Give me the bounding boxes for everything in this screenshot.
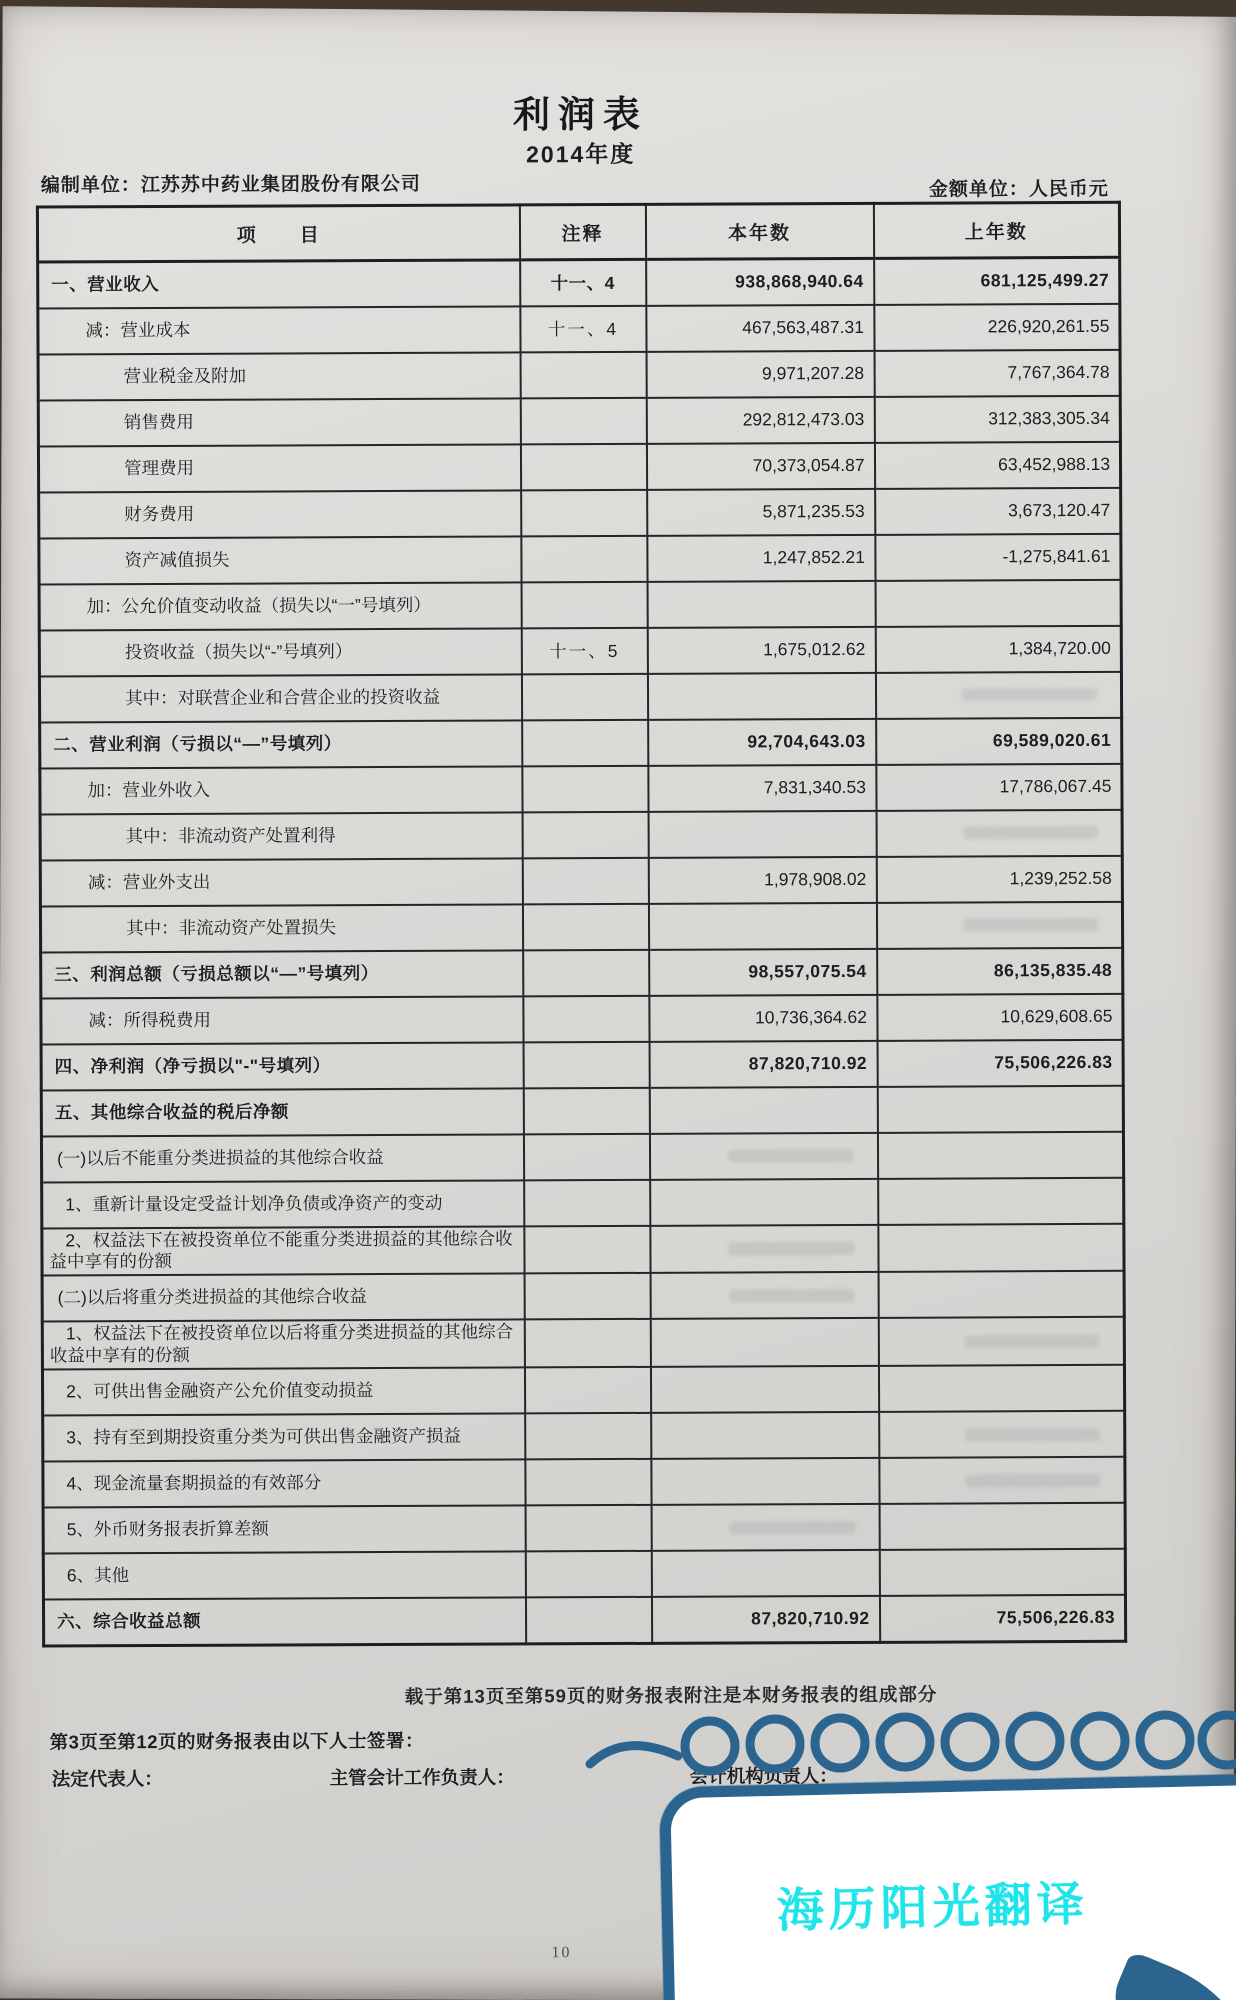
header-prior-year: 上年数 — [873, 202, 1119, 258]
prior-year-cell — [876, 901, 1122, 948]
current-year-cell: 7,831,340.53 — [648, 764, 876, 811]
prepared-by-line: 编制单位：江苏苏中药业集团股份有限公司 — [40, 173, 421, 197]
current-year-cell — [651, 1412, 879, 1459]
item-cell: 其中：非流动资产处置损失 — [40, 904, 522, 952]
item-cell: 3、持有至到期投资重分类为可供出售金融资产损益 — [43, 1413, 525, 1461]
note-cell — [521, 581, 647, 628]
note-cell: 十一、4 — [520, 259, 646, 306]
header-item: 项 目 — [37, 205, 519, 262]
prior-year-cell: 75,506,226.83 — [879, 1595, 1125, 1642]
current-year-cell — [647, 580, 875, 627]
table-row — [41, 1085, 1123, 1136]
prior-year-cell — [879, 1457, 1125, 1504]
note-cell: 十一、5 — [521, 627, 647, 674]
item-cell: 销售费用 — [38, 398, 520, 446]
current-year-cell: 938,868,940.64 — [646, 258, 874, 305]
prior-year-cell — [878, 1223, 1124, 1272]
item-cell: 1、权益法下在被投资单位以后将重分类进损益的其他综合收益中享有的份额 — [42, 1320, 524, 1370]
item-cell: 财务费用 — [39, 490, 521, 538]
note-cell — [522, 811, 648, 858]
bleed-through-smudge — [728, 1149, 853, 1163]
prior-year-cell: 63,452,988.13 — [874, 441, 1120, 488]
item-cell: 2、可供出售金融资产公允价值变动损益 — [42, 1367, 524, 1415]
note-cell — [524, 1179, 650, 1226]
table-row — [43, 1503, 1125, 1554]
item-cell: 一、营业收入 — [38, 260, 520, 308]
item-cell: 1、重新计量设定受益计划净负债或净资产的变动 — [42, 1180, 524, 1228]
legal-representative-label: 法定代表人： — [51, 1768, 163, 1790]
table-row — [40, 901, 1122, 952]
item-cell: 其中：非流动资产处置利得 — [40, 812, 522, 860]
note-cell — [525, 1597, 651, 1644]
note-cell — [525, 1505, 651, 1552]
table-row — [42, 1365, 1124, 1416]
bleed-through-smudge — [962, 826, 1097, 840]
current-year-cell — [649, 1086, 877, 1133]
current-year-cell: 1,978,908.02 — [648, 856, 876, 903]
item-cell: 减：营业外支出 — [40, 858, 522, 906]
bleed-through-smudge — [729, 1242, 854, 1256]
item-cell: 其中：对联营企业和合营企业的投资收益 — [39, 674, 521, 722]
note-cell — [522, 903, 648, 950]
bleed-through-smudge — [963, 918, 1098, 932]
note-cell — [525, 1551, 651, 1598]
current-year-cell — [650, 1366, 878, 1413]
item-cell: 减：营业成本 — [38, 306, 520, 354]
note-cell — [524, 1367, 650, 1414]
current-year-cell: 5,871,235.53 — [647, 488, 875, 535]
bleed-through-smudge — [964, 1335, 1099, 1349]
stamp-text: 海历阳光翻译 — [776, 1876, 1090, 1937]
item-cell: 二、营业利润（亏损以“—”号填列） — [40, 720, 522, 768]
currency-unit-line: 金额单位：人民币元 — [928, 178, 1109, 201]
current-year-cell — [648, 810, 876, 857]
table-row — [38, 303, 1120, 354]
note-cell — [524, 1319, 650, 1367]
current-year-cell: 292,812,473.03 — [646, 396, 874, 443]
item-cell: 营业税金及附加 — [38, 352, 520, 400]
prior-year-cell: -1,275,841.61 — [875, 533, 1121, 580]
prior-year-cell — [877, 1131, 1123, 1178]
prior-year-cell — [875, 579, 1121, 626]
table-row — [42, 1177, 1124, 1228]
item-cell: 加：公允价值变动收益（损失以“一”号填列） — [39, 582, 521, 630]
current-year-cell: 467,563,487.31 — [646, 304, 874, 351]
table-row — [41, 1039, 1123, 1090]
current-year-cell: 98,557,075.54 — [649, 948, 877, 995]
prior-year-cell — [877, 1085, 1123, 1132]
note-cell — [524, 1273, 650, 1320]
current-year-cell — [650, 1224, 878, 1273]
table-row — [42, 1271, 1124, 1322]
item-cell: 6、其他 — [43, 1551, 525, 1599]
table-row — [43, 1595, 1125, 1646]
prior-year-cell — [879, 1411, 1125, 1458]
prior-year-cell — [878, 1177, 1124, 1224]
current-year-cell — [649, 1132, 877, 1179]
note-cell — [524, 1225, 650, 1273]
current-year-cell — [651, 1458, 879, 1505]
notes-reference-line: 载于第13页至第59页的财务报表附注是本财务报表的组成部分 — [404, 1683, 938, 1707]
table-row — [38, 349, 1120, 400]
prior-year-cell — [879, 1549, 1125, 1596]
prior-year-cell: 7,767,364.78 — [874, 349, 1120, 396]
prior-year-cell: 3,673,120.47 — [875, 487, 1121, 534]
current-year-cell — [650, 1272, 878, 1319]
table-row — [39, 671, 1121, 722]
prior-year-cell: 681,125,499.27 — [874, 257, 1120, 304]
bleed-through-smudge — [962, 688, 1097, 702]
doodle-loops-icon — [582, 1708, 1236, 1780]
signature-intro-line: 第3页至第12页的财务报表由以下人士签署： — [49, 1729, 425, 1753]
current-year-cell: 70,373,054.87 — [646, 442, 874, 489]
table-row — [39, 533, 1121, 584]
item-cell: (一)以后不能重分类进损益的其他综合收益 — [41, 1134, 523, 1182]
income-statement-table — [36, 201, 1127, 1647]
table-row — [40, 717, 1122, 768]
item-cell: 四、净利润（净亏损以"-"号填列） — [41, 1042, 523, 1090]
current-year-cell: 87,820,710.92 — [649, 1040, 877, 1087]
current-year-cell — [651, 1504, 879, 1551]
note-cell — [523, 995, 649, 1042]
table-row — [43, 1457, 1125, 1508]
current-year-cell: 1,675,012.62 — [647, 626, 875, 673]
table-row — [41, 993, 1123, 1044]
table-row — [43, 1549, 1125, 1600]
current-year-cell: 92,704,643.03 — [648, 718, 876, 765]
note-cell — [522, 765, 648, 812]
header-current-year: 本年数 — [645, 203, 873, 259]
accounting-head-label: 会计机构负责人： — [689, 1765, 838, 1787]
prior-year-cell: 1,239,252.58 — [876, 855, 1122, 902]
report-period: 2014年度 — [526, 140, 636, 168]
item-cell: 2、权益法下在被投资单位不能重分类进损益的其他综合收益中享有的份额 — [42, 1226, 524, 1276]
prior-year-cell: 86,135,835.48 — [877, 947, 1123, 994]
prior-year-cell — [878, 1317, 1124, 1366]
note-cell — [523, 949, 649, 996]
current-year-cell — [650, 1318, 878, 1367]
current-year-cell: 10,736,364.62 — [649, 994, 877, 1041]
note-cell — [520, 351, 646, 398]
prior-year-cell — [876, 809, 1122, 856]
prior-year-cell: 17,786,067.45 — [876, 763, 1122, 810]
stamp-bubble-tail-icon — [1095, 1950, 1236, 2000]
current-year-cell — [650, 1178, 878, 1225]
note-cell — [523, 1041, 649, 1088]
page-number: 10 — [551, 1944, 572, 1962]
note-cell — [521, 489, 647, 536]
current-year-cell: 1,247,852.21 — [647, 534, 875, 581]
item-cell: 减：所得税费用 — [41, 996, 523, 1044]
item-cell: 五、其他综合收益的税后净额 — [41, 1088, 523, 1136]
note-cell — [525, 1413, 651, 1460]
chief-accountant-label: 主管会计工作负责人： — [329, 1766, 515, 1789]
table-row — [39, 487, 1121, 538]
current-year-cell — [648, 902, 876, 949]
table-row — [40, 855, 1122, 906]
prior-year-cell: 1,384,720.00 — [875, 625, 1121, 672]
prior-year-cell: 10,629,608.65 — [877, 993, 1123, 1040]
header-note: 注释 — [519, 204, 645, 260]
item-cell: 资产减值损失 — [39, 536, 521, 584]
table-row — [41, 947, 1123, 998]
prior-year-cell — [878, 1365, 1124, 1412]
table-row — [40, 763, 1122, 814]
bleed-through-smudge — [730, 1520, 855, 1534]
prior-year-cell — [879, 1503, 1125, 1550]
note-cell — [523, 1133, 649, 1180]
note-cell — [520, 443, 646, 490]
item-cell: 三、利润总额（亏损总额以“—”号填列） — [41, 950, 523, 998]
prior-year-cell: 312,383,305.34 — [874, 395, 1120, 442]
note-cell — [522, 719, 648, 766]
item-cell: 投资收益（损失以“-”号填列） — [39, 628, 521, 676]
item-cell: 六、综合收益总额 — [43, 1597, 525, 1645]
current-year-cell — [651, 1550, 879, 1597]
table-row — [41, 1131, 1123, 1182]
table-header-row — [37, 202, 1119, 262]
note-cell — [523, 1087, 649, 1134]
note-cell — [522, 857, 648, 904]
prior-year-cell — [875, 671, 1121, 718]
prior-year-cell: 69,589,020.61 — [876, 717, 1122, 764]
bleed-through-smudge — [965, 1473, 1100, 1487]
bleed-through-smudge — [729, 1289, 854, 1303]
current-year-cell: 9,971,207.28 — [646, 350, 874, 397]
page-title: 利润表 — [512, 93, 649, 136]
table-row — [42, 1317, 1124, 1369]
table-row — [38, 441, 1120, 492]
table-row — [39, 625, 1121, 676]
current-year-cell — [647, 672, 875, 719]
item-cell: 4、现金流量套期损益的有效部分 — [43, 1459, 525, 1507]
note-cell — [521, 673, 647, 720]
note-cell — [525, 1459, 651, 1506]
table-row — [38, 395, 1120, 446]
bleed-through-smudge — [965, 1427, 1100, 1441]
item-cell: 5、外币财务报表折算差额 — [43, 1505, 525, 1553]
note-cell: 十一、4 — [520, 305, 646, 352]
table-row — [42, 1223, 1124, 1275]
translation-stamp — [659, 1773, 1236, 2000]
item-cell: 管理费用 — [38, 444, 520, 492]
prior-year-cell: 226,920,261.55 — [874, 303, 1120, 350]
table-row — [39, 579, 1121, 630]
prior-year-cell — [878, 1271, 1124, 1318]
prior-year-cell: 75,506,226.83 — [877, 1039, 1123, 1086]
table-row — [43, 1411, 1125, 1462]
table-row — [40, 809, 1122, 860]
item-cell: 加：营业外收入 — [40, 766, 522, 814]
note-cell — [521, 535, 647, 582]
item-cell: (二)以后将重分类进损益的其他综合收益 — [42, 1274, 524, 1322]
table-row — [38, 257, 1120, 308]
note-cell — [520, 397, 646, 444]
current-year-cell: 87,820,710.92 — [651, 1596, 879, 1643]
